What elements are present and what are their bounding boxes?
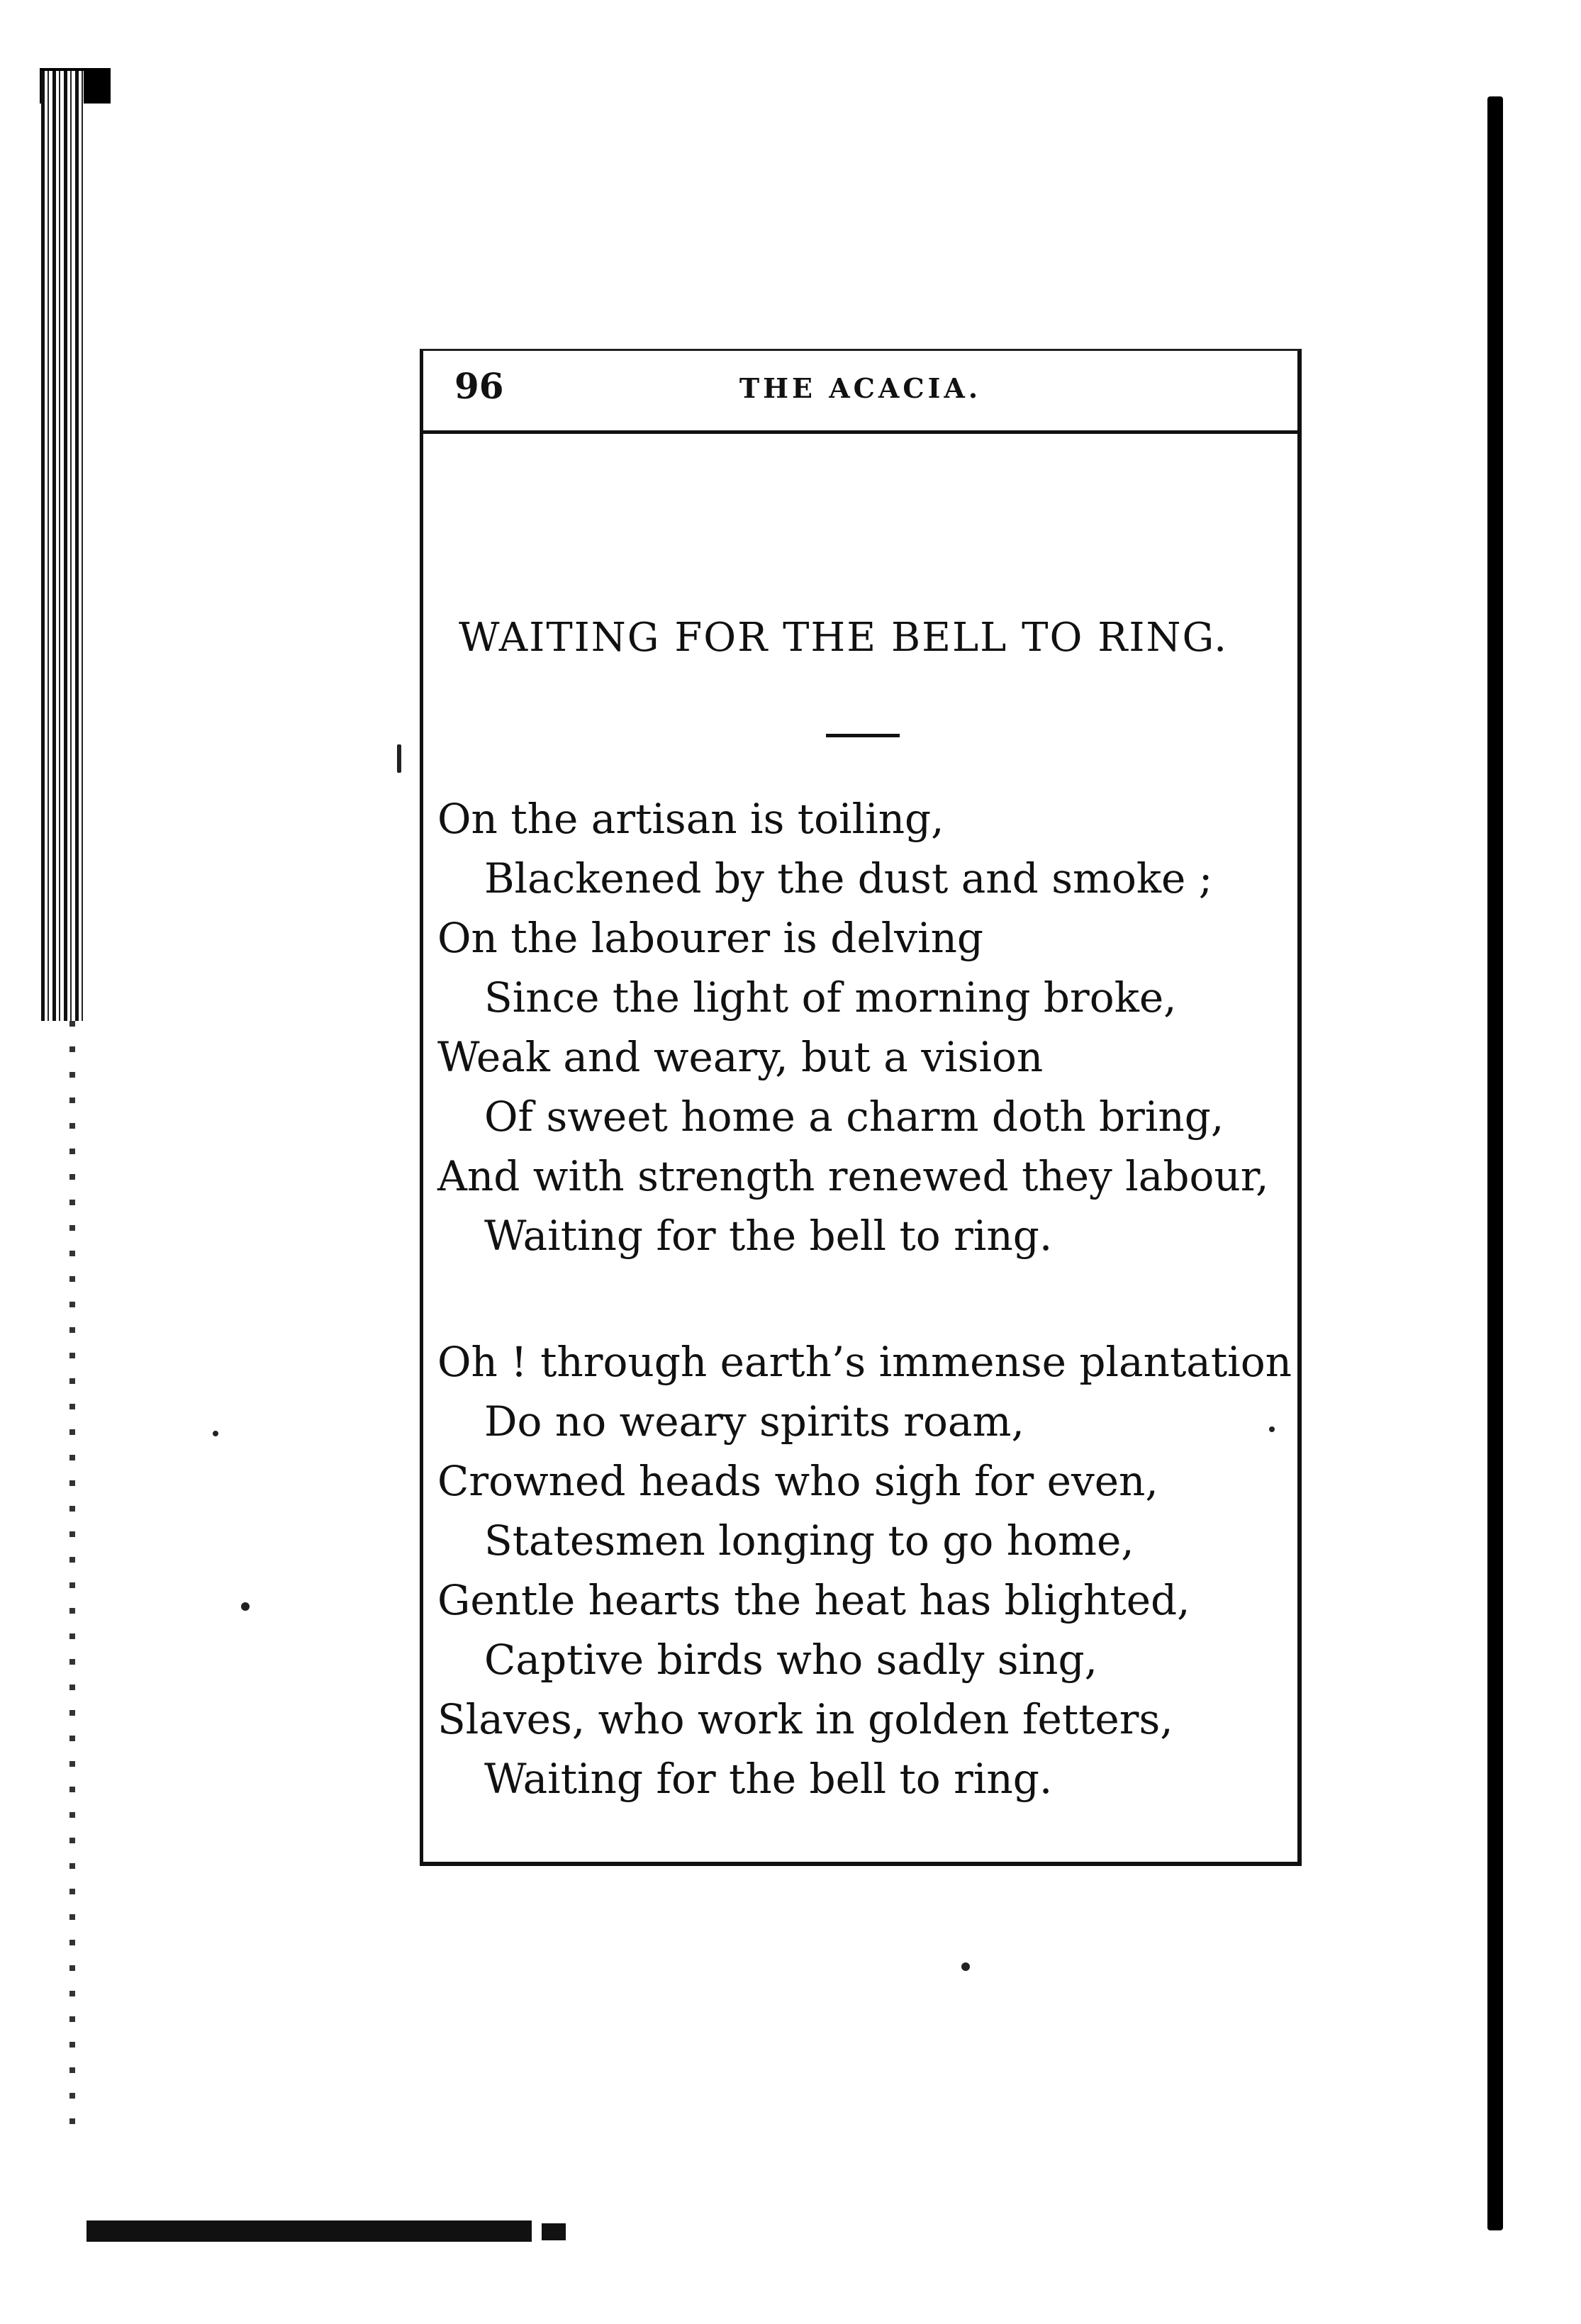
poem-line: Statesmen longing to go home, (484, 1516, 1134, 1565)
poem-line: Blackened by the dust and smoke ; (484, 854, 1213, 903)
poem-line: Waiting for the bell to ring. (484, 1755, 1053, 1803)
binding-shadow-bottom-mark (542, 2223, 566, 2240)
poem-line: Captive birds who sadly sing, (484, 1636, 1098, 1684)
poem-line: Of sweet home a charm doth bring, (484, 1093, 1224, 1141)
binding-dots-left (69, 1021, 75, 2127)
scan-speck (241, 1602, 250, 1611)
scan-speck (961, 1962, 970, 1971)
page-frame (420, 349, 1302, 1866)
poem-line: Slaves, who work in golden fetters, (437, 1695, 1173, 1743)
poem-line: Gentle hearts the heat has blighted, (437, 1576, 1190, 1624)
stanza-2 (437, 1332, 1290, 1809)
binding-shadow-right (1487, 96, 1503, 2230)
stanza-1 (437, 789, 1290, 1266)
poem-line: On the artisan is toiling, (437, 795, 944, 843)
poem-line: On the labourer is delving (437, 914, 984, 962)
poem-line: Waiting for the bell to ring. (484, 1212, 1053, 1260)
poem-line: Since the light of morning broke, (484, 973, 1177, 1022)
running-head: THE ACACIA. (739, 372, 982, 404)
poem-title: WAITING FOR THE BELL TO RING. (459, 615, 1229, 661)
poem-line: And with strength renewed they labour, (437, 1152, 1269, 1200)
title-rule (826, 734, 900, 737)
poem-line: Oh ! through earth’s immense plantation (437, 1338, 1292, 1386)
page-header (423, 351, 1297, 434)
scan-speck (213, 1431, 218, 1436)
binding-shadow-left (41, 71, 84, 1021)
binding-shadow-bottom (86, 2220, 532, 2242)
poem-line: Crowned heads who sigh for even, (437, 1457, 1158, 1505)
poem-line: Weak and weary, but a vision (437, 1033, 1044, 1081)
page-number: 96 (454, 365, 504, 407)
scan-speck (397, 744, 401, 773)
poem-line: Do no weary spirits roam, (484, 1397, 1024, 1446)
